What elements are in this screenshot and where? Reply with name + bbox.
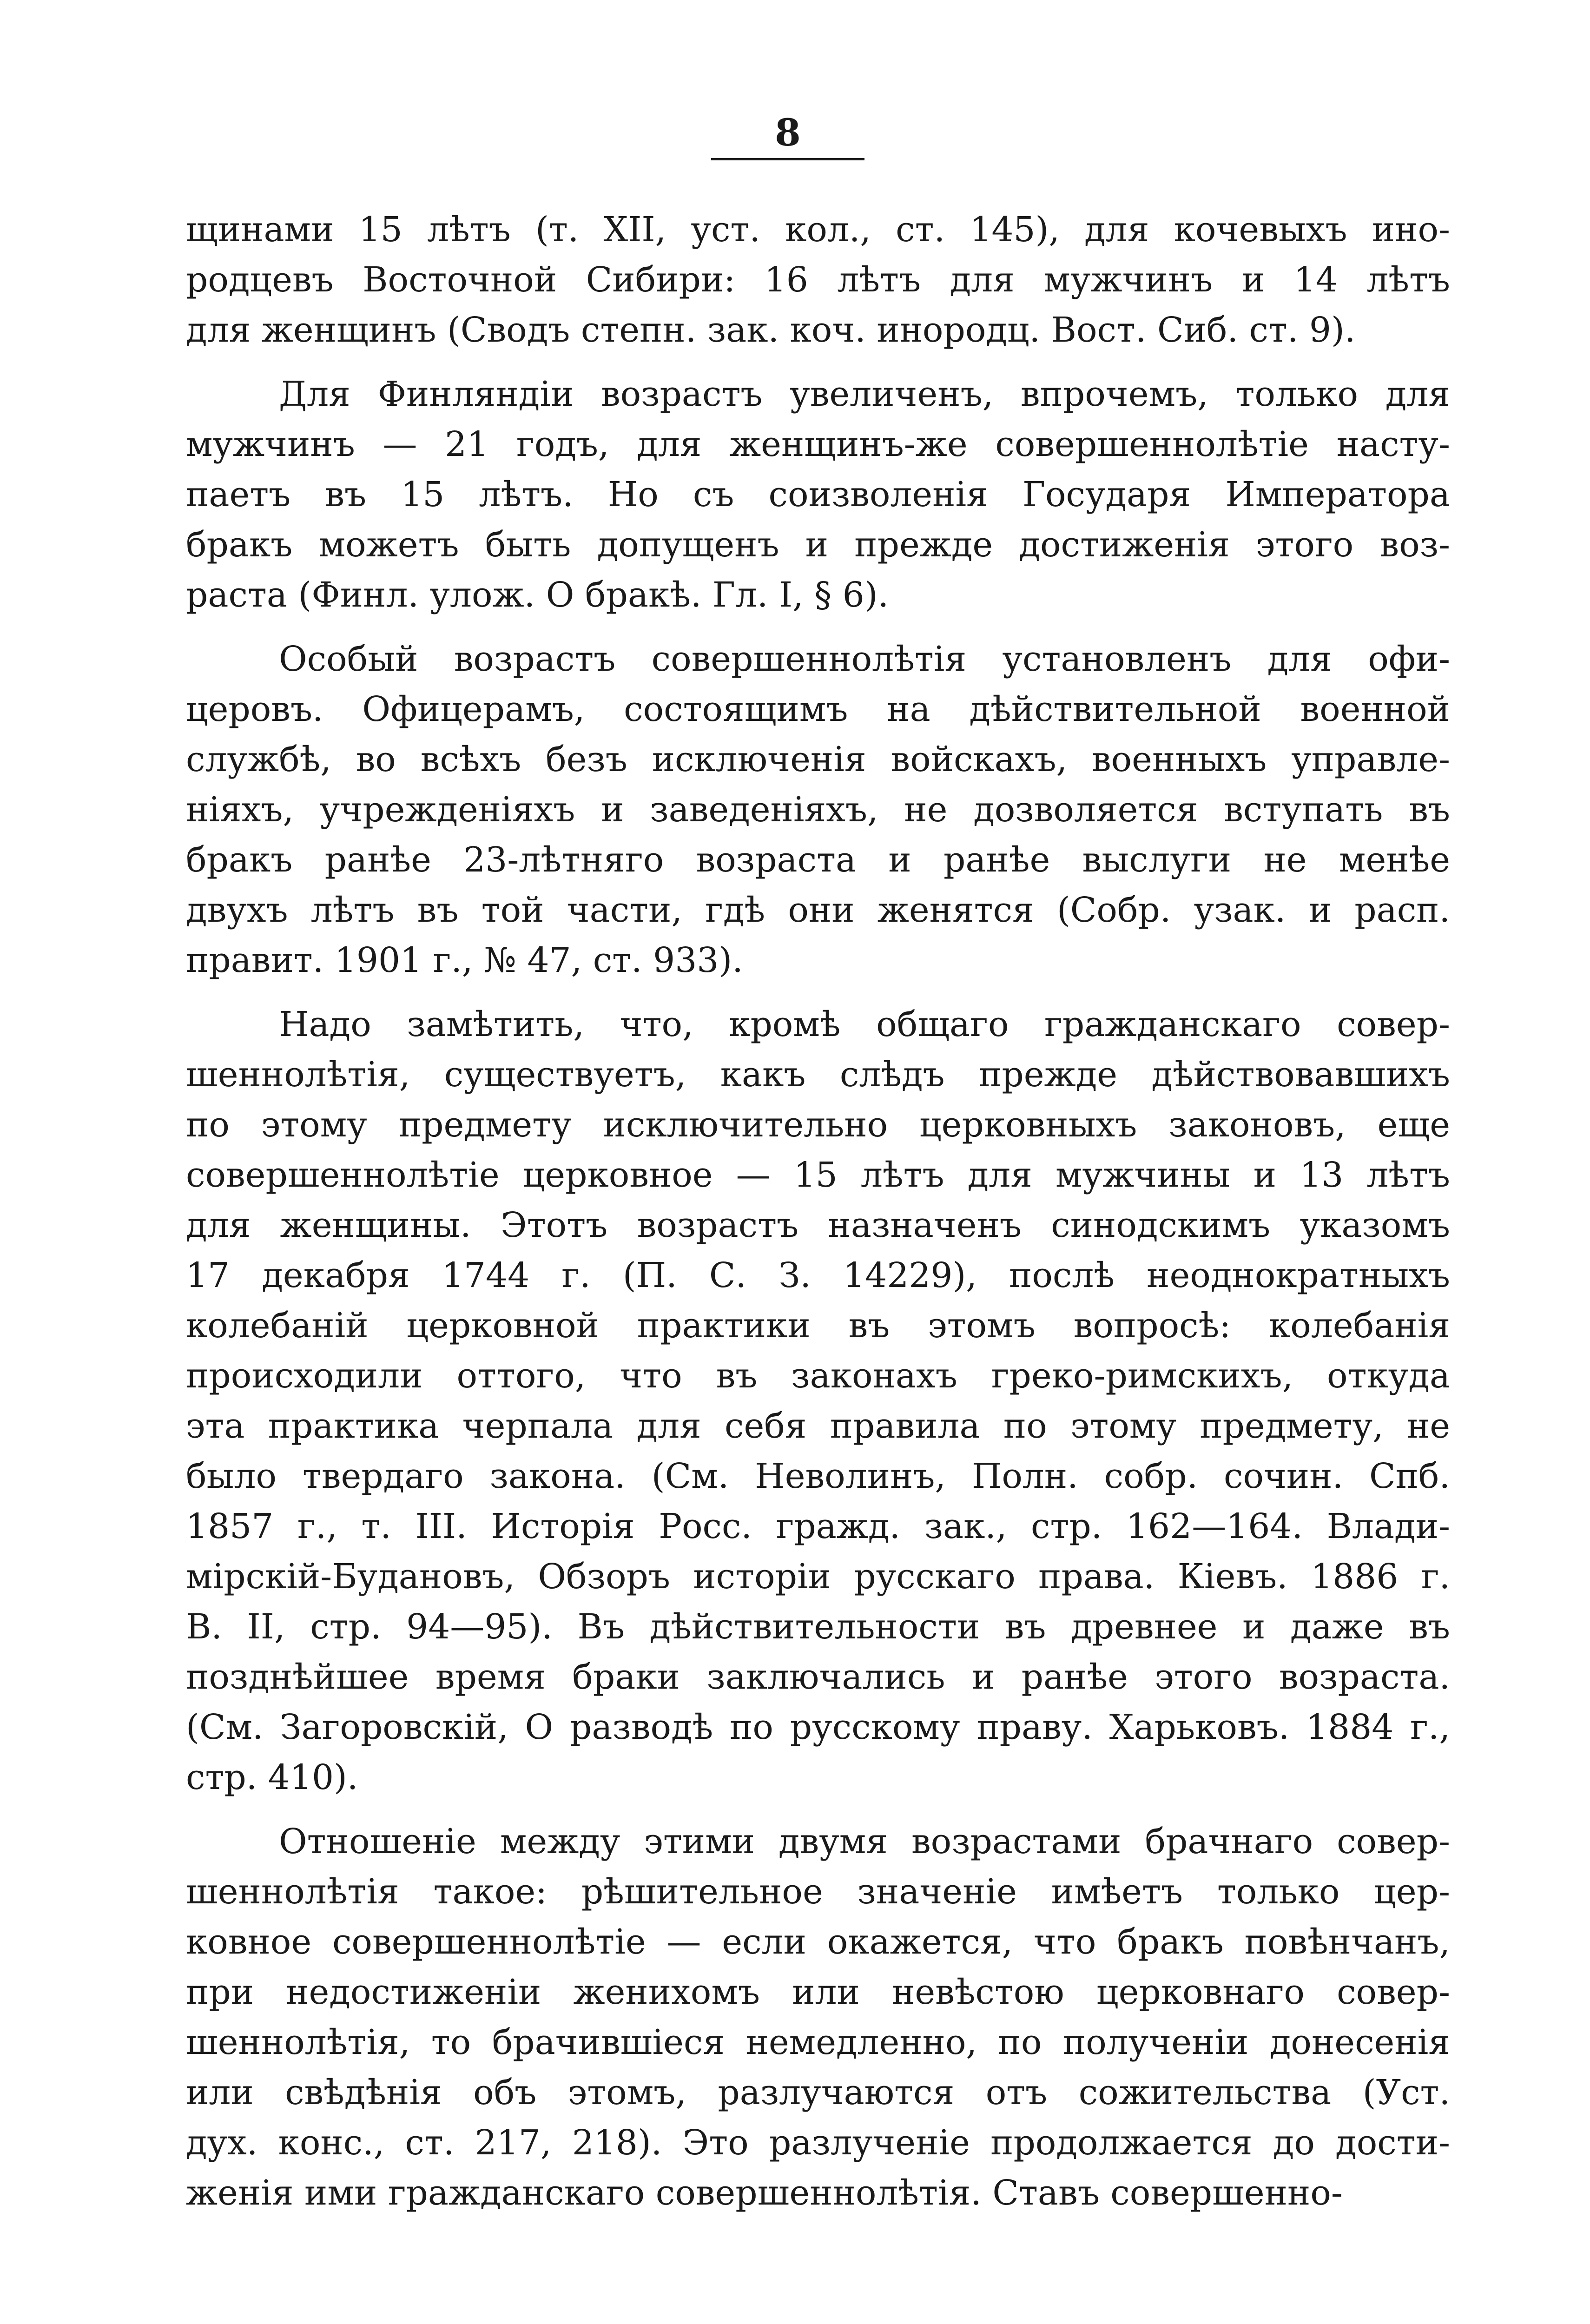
- text-line: церовъ. Офицерамъ, состоящимъ на дѣйствительной военной: [186, 689, 1450, 729]
- text-line: мужчинъ — 21 годъ, для женщинъ-же совершеннолѣтіе насту-: [186, 424, 1450, 464]
- paragraph: [186, 634, 1450, 985]
- text-line: родцевъ Восточной Сибири: 16 лѣтъ для мужчинъ и 14 лѣтъ: [186, 260, 1450, 300]
- paragraph-gap: [186, 985, 1450, 999]
- text-line: Особый возрастъ совершеннолѣтія установленъ для офи-: [279, 639, 1450, 679]
- paragraph-gap: [186, 620, 1450, 634]
- text-line: шеннолѣтія, то брачившіеся немедленно, по полученіи донесенія: [186, 2022, 1450, 2062]
- page-number-rule: [711, 158, 864, 160]
- text-line: двухъ лѣтъ въ той части, гдѣ они женятся (Собр. узак. и расп.: [186, 890, 1450, 930]
- text-line: Отношеніе между этими двумя возрастами брачнаго совер-: [279, 1822, 1450, 1862]
- text-line: щинами 15 лѣтъ (т. XII, уст. кол., ст. 145), для кочевыхъ ино-: [186, 210, 1450, 250]
- text-line: было твердаго закона. (См. Неволинъ, Полн. собр. сочин. Спб.: [186, 1456, 1450, 1496]
- text-line: при недостиженіи женихомъ или невѣстою церковнаго совер-: [186, 1972, 1450, 2012]
- text-line: стр. 410).: [186, 1757, 358, 1797]
- paragraph-gap: [186, 355, 1450, 369]
- text-line: Для Финляндіи возрастъ увеличенъ, впрочемъ, только для: [279, 374, 1450, 414]
- text-line: позднѣйшее время браки заключались и ранѣе этого возраста.: [186, 1657, 1450, 1697]
- text-line: ніяхъ, учрежденіяхъ и заведеніяхъ, не дозволяется вступать въ: [186, 790, 1450, 830]
- paragraph: [186, 1816, 1450, 2218]
- text-line: совершеннолѣтіе церковное — 15 лѣтъ для мужчины и 13 лѣтъ: [186, 1155, 1450, 1195]
- paragraph: [186, 999, 1450, 1802]
- text-line: для женщины. Этотъ возрастъ назначенъ синодскимъ указомъ: [186, 1205, 1450, 1245]
- text-line: ковное совершеннолѣтіе — если окажется, что бракъ повѣнчанъ,: [186, 1922, 1450, 1962]
- text-line: 1857 г., т. III. Исторія Росс. гражд. зак., стр. 162—164. Влади-: [186, 1506, 1450, 1546]
- body-text: [186, 205, 1450, 2218]
- text-line: паетъ въ 15 лѣтъ. Но съ соизволенія Государя Императора: [186, 475, 1450, 515]
- text-line: раста (Финл. улож. О бракѣ. Гл. I, § 6).: [186, 575, 889, 615]
- text-line: бракъ можетъ быть допущенъ и прежде достиженія этого воз-: [186, 525, 1450, 565]
- text-line: дух. конс., ст. 217, 218). Это разлученіе продолжается до дости-: [186, 2123, 1450, 2163]
- text-line: Надо замѣтить, что, кромѣ общаго гражданскаго совер-: [279, 1004, 1450, 1044]
- text-line: бракъ ранѣе 23-лѣтняго возраста и ранѣе выслуги не менѣе: [186, 840, 1450, 880]
- text-line: или свѣдѣнія объ этомъ, разлучаются отъ сожительства (Уст.: [186, 2073, 1450, 2113]
- text-line: правит. 1901 г., № 47, ст. 933).: [186, 940, 743, 980]
- text-line: шеннолѣтія, существуетъ, какъ слѣдъ прежде дѣйствовавшихъ: [186, 1055, 1450, 1095]
- text-line: эта практика черпала для себя правила по этому предмету, не: [186, 1406, 1450, 1446]
- text-line: происходили оттого, что въ законахъ греко-римскихъ, откуда: [186, 1356, 1450, 1396]
- paragraph: [186, 369, 1450, 620]
- text-line: колебаній церковной практики въ этомъ вопросѣ: колебанія: [186, 1306, 1450, 1346]
- text-line: В. II, стр. 94—95). Въ дѣйствительности въ древнее и даже въ: [186, 1607, 1450, 1647]
- text-line: мірскій-Будановъ, Обзоръ исторіи русскаго права. Кіевъ. 1886 г.: [186, 1557, 1450, 1597]
- paragraph-gap: [186, 1802, 1450, 1816]
- page-number: 8: [775, 111, 801, 154]
- text-line: шеннолѣтія такое: рѣшительное значеніе имѣетъ только цер-: [186, 1872, 1450, 1912]
- text-line: 17 декабря 1744 г. (П. С. З. 14229), послѣ неоднократныхъ: [186, 1255, 1450, 1295]
- text-line: (См. Загоровскій, О разводѣ по русскому праву. Харьковъ. 1884 г.,: [186, 1707, 1450, 1747]
- text-line: по этому предмету исключительно церковныхъ законовъ, еще: [186, 1105, 1450, 1145]
- paragraph: [186, 205, 1450, 355]
- text-line: для женщинъ (Сводъ степн. зак. коч. инородц. Вост. Сиб. ст. 9).: [186, 310, 1356, 350]
- text-line: службѣ, во всѣхъ безъ исключенія войскахъ, военныхъ управле-: [186, 739, 1450, 779]
- text-line: женія ими гражданскаго совершеннолѣтія. Ставъ совершенно-: [186, 2173, 1343, 2213]
